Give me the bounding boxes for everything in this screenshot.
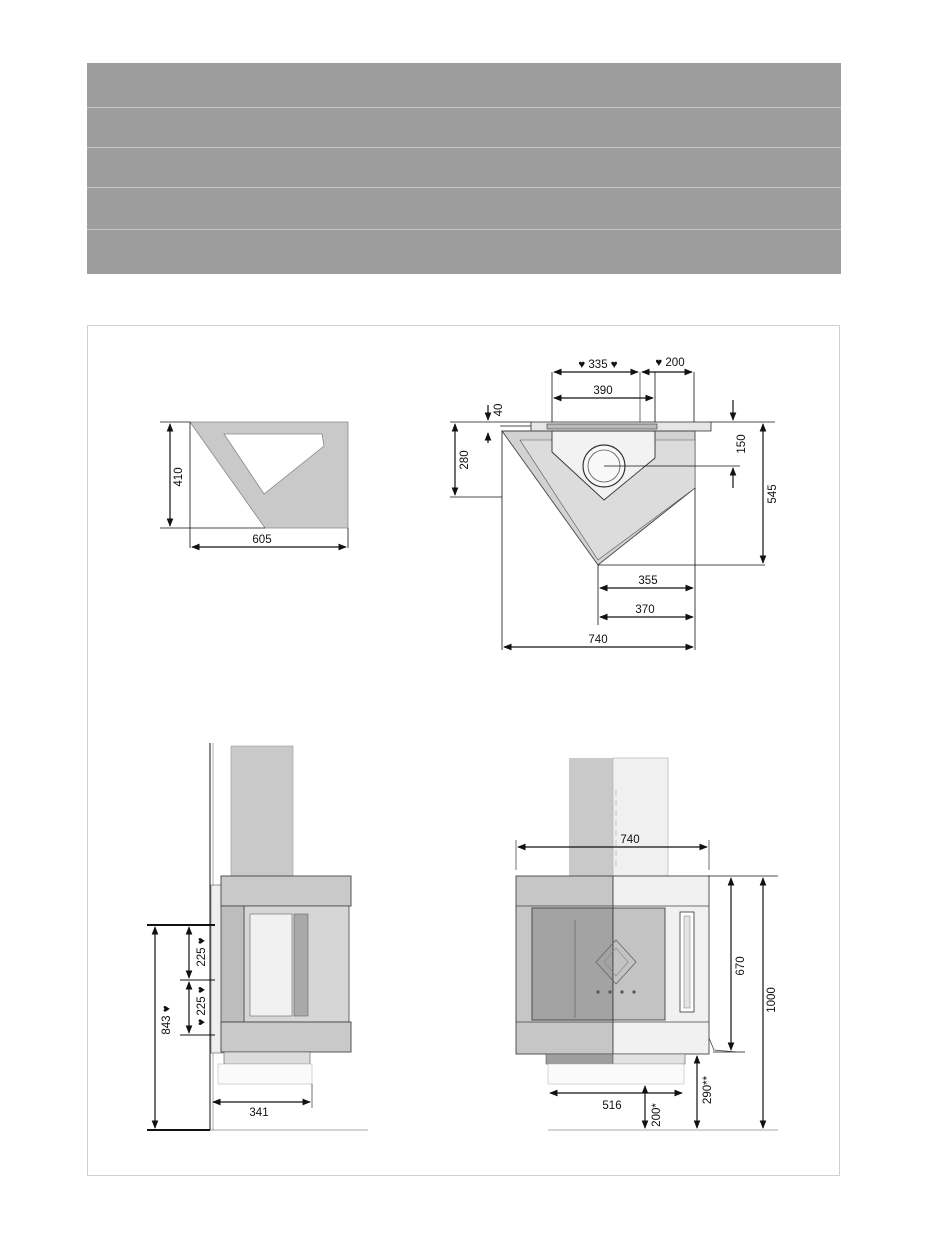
dim-label-290: 290** [702, 1075, 714, 1105]
dim-label-605: 605 [252, 534, 272, 546]
dim-label-341: 341 [249, 1107, 269, 1119]
front-glass-right [613, 908, 665, 1020]
dim-label-200-front: 200* [651, 1103, 663, 1127]
dim-label-280: 280 [459, 450, 471, 470]
dim-label-516: 516 [602, 1100, 622, 1112]
dim-label-225-lower: ♥ 225 ♥ [196, 986, 208, 1026]
dim-label-40: 40 [493, 403, 505, 417]
floor-plate-view [160, 422, 348, 548]
dim-label-740-plan: 740 [588, 634, 608, 646]
dim-label-370: 370 [635, 604, 655, 616]
dim-label-410: 410 [173, 467, 185, 487]
dim-label-225-upper: 225 ♥ [196, 937, 208, 967]
dim-label-843: 843 ♥ [161, 1005, 173, 1035]
dim-label-670: 670 [735, 956, 747, 976]
dim-label-390: 390 [593, 385, 613, 397]
dim-label-335: ♥ 335 ♥ [578, 359, 618, 371]
plan-view [450, 357, 779, 650]
front-elevation [516, 758, 778, 1130]
side-flue [231, 746, 293, 876]
dim-label-150: 150 [736, 434, 748, 454]
front-flue [569, 758, 613, 876]
dim-label-355: 355 [638, 575, 658, 587]
floor-plate-shape [190, 422, 348, 528]
side-elevation [147, 743, 368, 1130]
dim-label-740-front: 740 [620, 834, 640, 846]
dim-label-1000: 1000 [766, 987, 778, 1013]
front-glass-left [532, 908, 613, 1020]
dim-label-545: 545 [767, 484, 779, 504]
dim-label-200: ♥ 200 [655, 357, 685, 369]
